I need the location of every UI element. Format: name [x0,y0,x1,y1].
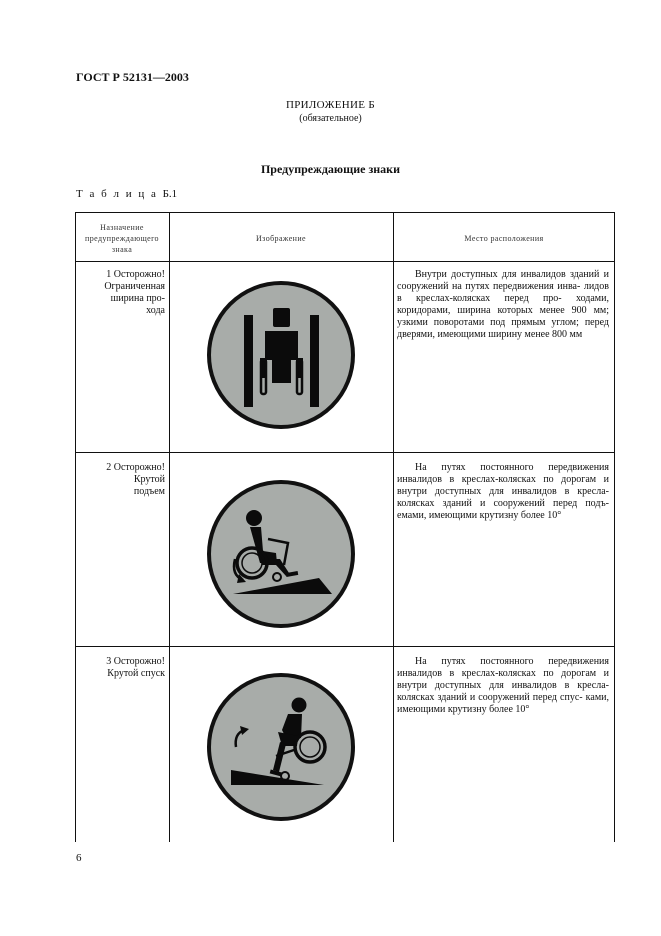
header-location: Место расположения [464,234,544,243]
page-number: 6 [76,852,82,864]
steep-descent-icon [206,672,356,822]
column-divider-2 [393,212,394,842]
header-purpose [77,222,167,255]
purpose-line: Крутой [133,474,165,485]
location-line: емами, имеющими крутизну более 10° [397,510,562,521]
location-line: прямым углом; перед дверями, имеющими [397,317,609,340]
purpose-line: ширина про- [110,293,165,304]
warning-signs-table [75,212,615,842]
header-purpose-line: предупреждающего [85,234,159,243]
location-line: менее 900 мм; узкими поворотами под [397,305,610,328]
row-2-purpose [81,462,165,498]
table-label-number: Б.1 [162,188,178,200]
table-label [76,188,177,200]
location-line: ходами, коридорами, ширина которых [397,293,609,316]
purpose-line: 2 Осторожно! [106,462,165,473]
header-bottom-border [75,261,615,262]
purpose-line: Крутой спуск [107,668,165,679]
location-line: инвалидов в креслах-колясках по дорогам и [397,474,609,485]
location-line: На путях постоянного передвижения [415,462,609,473]
location-line: инвалидов в креслах-колясках по дорогам и [397,668,609,679]
location-line: колясках зданий и сооружений перед спус- [397,692,583,703]
row-2-bottom-border [75,646,615,647]
narrow-passage-icon [206,280,356,430]
table-right-border [614,212,615,842]
appendix-heading [0,99,661,125]
location-line: ками, имеющими крутизну более 10° [397,692,609,715]
purpose-line: хода [146,305,165,316]
document-header: ГОСТ Р 52131—2003 [76,70,189,84]
appendix-subtitle: (обязательное) [299,113,362,124]
table-top-border [75,212,615,213]
purpose-line: подъем [133,486,165,497]
column-divider-1 [169,212,170,842]
location-line: ширину менее 800 мм [488,329,583,340]
location-line: внутри доступных для инвалидов в кресла- [397,486,609,497]
row-3-location [397,656,609,716]
purpose-line: 1 Осторожно! [106,269,165,280]
location-line: колясках зданий и сооружений перед подъ- [397,498,609,509]
row-1-purpose [81,269,165,317]
steep-ascent-icon [206,479,356,629]
location-line: внутри доступных для инвалидов в кресла- [397,680,609,691]
purpose-line: Ограниченная [104,281,165,292]
row-2-location [397,462,609,522]
table-left-border [75,212,76,842]
location-line: На путях постоянного передвижения [415,656,609,667]
row-1-bottom-border [75,452,615,453]
location-line: Внутри доступных для инвалидов зданий [415,269,600,280]
row-3-purpose [81,656,165,680]
section-title: Предупреждающие знаки [260,162,401,176]
table-label-word: Т а б л и ц а [76,188,158,200]
purpose-line: 3 Осторожно! [106,656,165,667]
appendix-title: ПРИЛОЖЕНИЕ Б [286,99,375,111]
row-1-location [397,269,609,341]
header-purpose-line: Назначение [100,223,144,232]
location-line: и сооружений на путях передвижения инва- [397,269,609,292]
header-purpose-line: знака [111,245,133,254]
location-line: лидов в креслах-колясках перед про- [397,281,609,304]
header-image: Изображение [256,234,306,243]
